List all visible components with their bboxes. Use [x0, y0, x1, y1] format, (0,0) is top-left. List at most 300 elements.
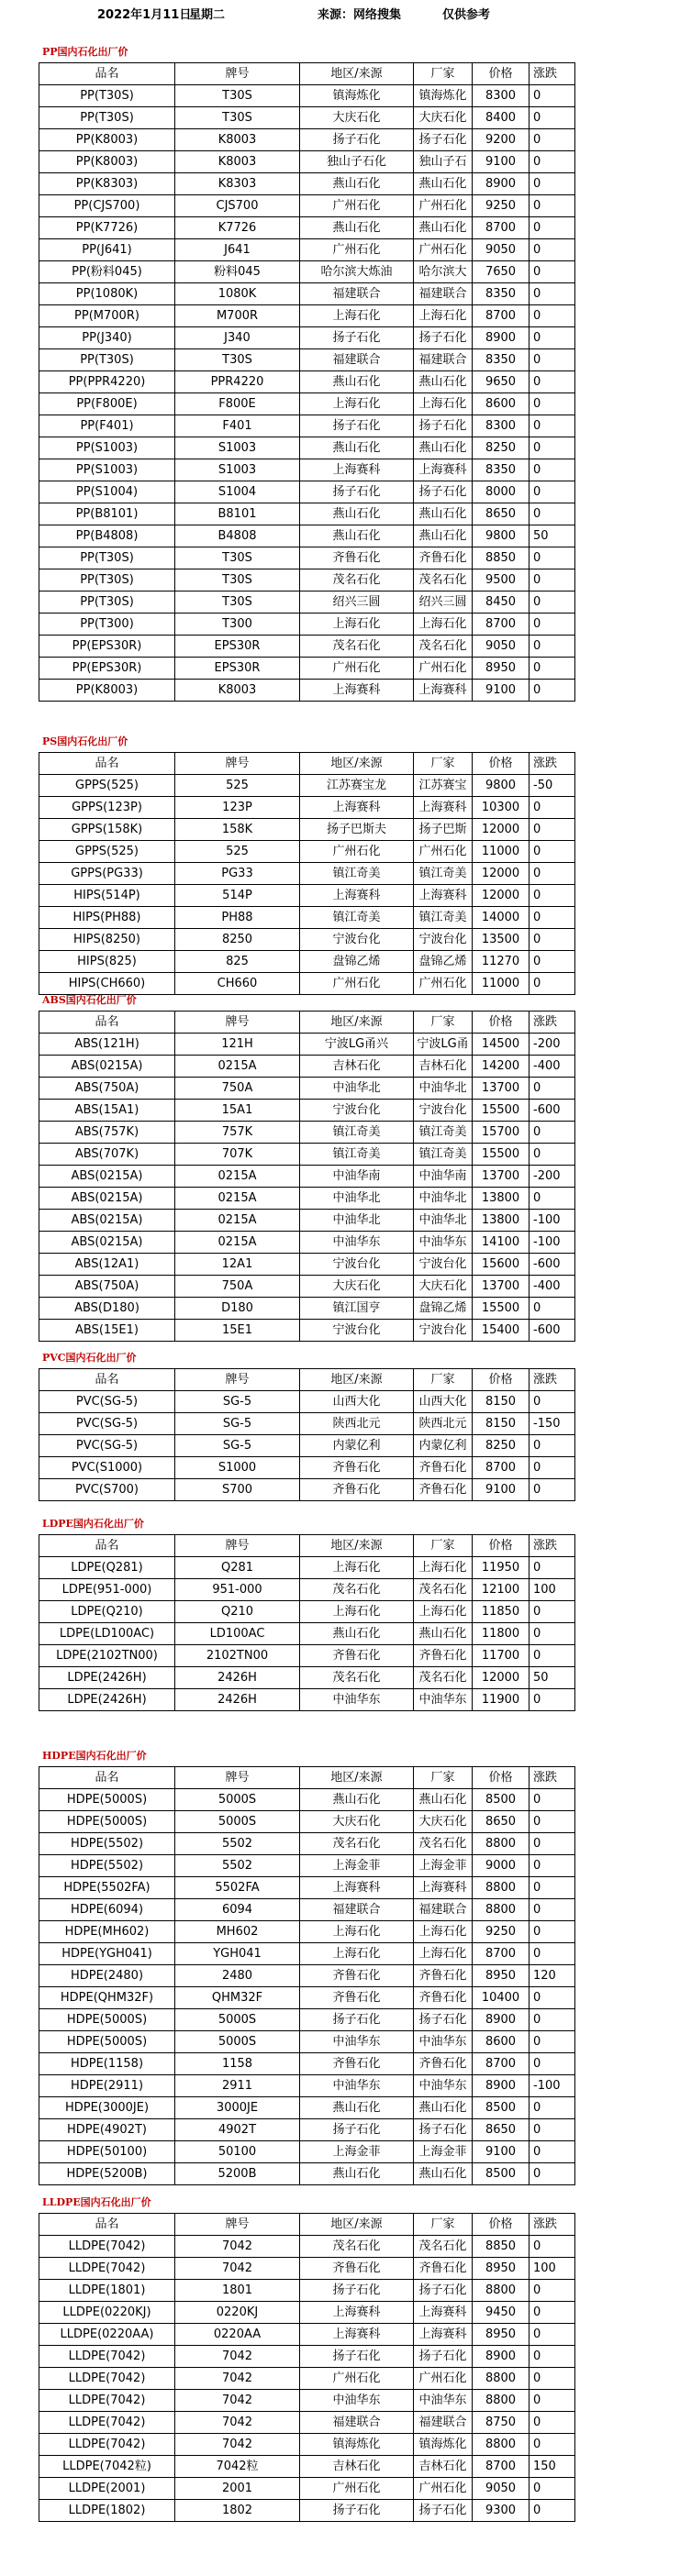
price-section [0, 1516, 680, 1714]
cell-price: 8650 [473, 503, 530, 525]
cell-product-name: PP(K8003) [39, 151, 175, 173]
column-header-change: 涨跌 [530, 63, 575, 85]
cell-manufacturer: 大庆石化 [414, 107, 473, 129]
cell-manufacturer: 镇海炼化 [414, 85, 473, 107]
table-row [39, 1667, 575, 1689]
cell-change: 0 [530, 1479, 575, 1501]
cell-price: 8700 [473, 217, 530, 239]
cell-grade: 2911 [175, 2075, 300, 2097]
cell-change: 0 [530, 1811, 575, 1833]
cell-grade: 粉料045 [175, 261, 300, 283]
cell-manufacturer: 广州石化 [414, 2478, 473, 2500]
cell-region-source: 齐鲁石化 [300, 547, 414, 569]
cell-grade: 7042 [175, 2390, 300, 2412]
price-table [39, 62, 575, 702]
cell-manufacturer: 宁波台化 [414, 1100, 473, 1122]
cell-price: 8950 [473, 658, 530, 680]
cell-change: 0 [530, 1122, 575, 1144]
cell-region-source: 大庆石化 [300, 1276, 414, 1298]
cell-manufacturer: 扬子石化 [414, 2346, 473, 2368]
cell-price: 8700 [473, 2456, 530, 2478]
cell-region-source: 广州石化 [300, 2368, 414, 2390]
cell-grade: 123P [175, 797, 300, 819]
table-row [39, 1921, 575, 1943]
table-header-row [39, 1369, 575, 1391]
table-row [39, 393, 575, 415]
cell-product-name: PP(T300) [39, 614, 175, 636]
cell-region-source: 扬子石化 [300, 2500, 414, 2522]
cell-product-name: PP(CJS700) [39, 195, 175, 217]
cell-manufacturer: 独山子石 [414, 151, 473, 173]
cell-price: 13500 [473, 929, 530, 951]
cell-region-source: 镇江奇美 [300, 1144, 414, 1166]
cell-region-source: 中油华东 [300, 2031, 414, 2053]
cell-manufacturer: 大庆石化 [414, 1276, 473, 1298]
cell-product-name: LDPE(2426H) [39, 1689, 175, 1711]
cell-price: 8800 [473, 1877, 530, 1899]
cell-manufacturer: 广州石化 [414, 2368, 473, 2390]
cell-product-name: HDPE(3000JE) [39, 2097, 175, 2119]
report-date: 2022年1月11日 [97, 8, 192, 22]
table-row [39, 173, 575, 195]
column-header-region-source: 地区/来源 [300, 1369, 414, 1391]
section-title: LDPE国内石化出厂价 [42, 1518, 144, 1530]
table-row [39, 1056, 575, 1078]
cell-grade: 525 [175, 775, 300, 797]
cell-price: 14200 [473, 1056, 530, 1078]
cell-grade: Q281 [175, 1557, 300, 1579]
cell-grade: CH660 [175, 973, 300, 995]
cell-product-name: PP(B8101) [39, 503, 175, 525]
table-row [39, 1166, 575, 1188]
cell-manufacturer: 燕山石化 [414, 1623, 473, 1645]
cell-manufacturer: 陕西北元 [414, 1413, 473, 1435]
cell-manufacturer: 福建联合 [414, 1899, 473, 1921]
cell-price: 12100 [473, 1579, 530, 1601]
cell-grade: 5000S [175, 2031, 300, 2053]
cell-grade: K7726 [175, 217, 300, 239]
cell-change: -600 [530, 1254, 575, 1276]
table-row [39, 1479, 575, 1501]
cell-price: 7650 [473, 261, 530, 283]
section-title: LLDPE国内石化出厂价 [42, 2196, 151, 2208]
cell-product-name: PP(T30S) [39, 547, 175, 569]
column-header-price: 价格 [473, 63, 530, 85]
cell-grade: 15A1 [175, 1100, 300, 1122]
cell-product-name: ABS(0215A) [39, 1056, 175, 1078]
column-header-manufacturer: 厂家 [414, 2214, 473, 2236]
cell-grade: 2001 [175, 2478, 300, 2500]
table-row [39, 1623, 575, 1645]
table-row [39, 1877, 575, 1899]
cell-grade: 7042 [175, 2368, 300, 2390]
cell-change: 0 [530, 261, 575, 283]
cell-region-source: 扬子石化 [300, 415, 414, 437]
column-header-product-name: 品名 [39, 753, 175, 775]
cell-change: 0 [530, 503, 575, 525]
cell-manufacturer: 广州石化 [414, 658, 473, 680]
cell-region-source: 上海赛科 [300, 680, 414, 702]
table-row [39, 797, 575, 819]
cell-product-name: GPPS(525) [39, 841, 175, 863]
cell-region-source: 燕山石化 [300, 1789, 414, 1811]
cell-price: 9450 [473, 2302, 530, 2324]
column-header-grade: 牌号 [175, 63, 300, 85]
cell-product-name: GPPS(525) [39, 775, 175, 797]
column-header-price: 价格 [473, 2214, 530, 2236]
cell-product-name: LLDPE(2001) [39, 2478, 175, 2500]
cell-price: 9100 [473, 1479, 530, 1501]
cell-manufacturer: 上海金菲 [414, 1855, 473, 1877]
cell-manufacturer: 镇江奇美 [414, 863, 473, 885]
cell-change: -600 [530, 1320, 575, 1342]
cell-price: 9200 [473, 129, 530, 151]
column-header-change: 涨跌 [530, 753, 575, 775]
table-row [39, 1833, 575, 1855]
cell-region-source: 燕山石化 [300, 173, 414, 195]
cell-change: 0 [530, 305, 575, 327]
cell-manufacturer: 茂名石化 [414, 636, 473, 658]
column-header-manufacturer: 厂家 [414, 63, 473, 85]
table-row [39, 2478, 575, 2500]
cell-product-name: ABS(0215A) [39, 1188, 175, 1210]
cell-product-name: ABS(0215A) [39, 1210, 175, 1232]
cell-product-name: HDPE(5000S) [39, 2009, 175, 2031]
table-row [39, 217, 575, 239]
cell-region-source: 大庆石化 [300, 1811, 414, 1833]
cell-manufacturer: 福建联合 [414, 2412, 473, 2434]
cell-grade: 951-000 [175, 1579, 300, 1601]
cell-region-source: 上海赛科 [300, 1877, 414, 1899]
table-row [39, 680, 575, 702]
cell-price: 13700 [473, 1276, 530, 1298]
cell-product-name: LLDPE(1802) [39, 2500, 175, 2522]
cell-grade: LD100AC [175, 1623, 300, 1645]
cell-product-name: HDPE(QHM32F) [39, 1987, 175, 2009]
cell-change: 120 [530, 1965, 575, 1987]
cell-grade: 121H [175, 1034, 300, 1056]
cell-grade: PH88 [175, 907, 300, 929]
cell-manufacturer: 上海赛科 [414, 459, 473, 481]
cell-manufacturer: 上海赛科 [414, 797, 473, 819]
cell-grade: 750A [175, 1276, 300, 1298]
cell-grade: K8303 [175, 173, 300, 195]
table-row [39, 305, 575, 327]
cell-region-source: 盘锦乙烯 [300, 951, 414, 973]
table-row [39, 481, 575, 503]
cell-grade: 7042 [175, 2412, 300, 2434]
cell-product-name: PP(S1004) [39, 481, 175, 503]
cell-price: 11800 [473, 1623, 530, 1645]
table-row [39, 1122, 575, 1144]
cell-manufacturer: 齐鲁石化 [414, 2053, 473, 2075]
cell-region-source: 宁波台化 [300, 929, 414, 951]
cell-grade: 5502 [175, 1833, 300, 1855]
cell-price: 8800 [473, 2280, 530, 2302]
cell-grade: 0215A [175, 1232, 300, 1254]
cell-product-name: PP(T30S) [39, 569, 175, 591]
cell-change: 0 [530, 1943, 575, 1965]
table-row [39, 2163, 575, 2185]
cell-change: 0 [530, 1435, 575, 1457]
cell-grade: K8003 [175, 129, 300, 151]
cell-price: 9800 [473, 525, 530, 547]
cell-grade: 1158 [175, 2053, 300, 2075]
cell-price: 11850 [473, 1601, 530, 1623]
cell-grade: Q210 [175, 1601, 300, 1623]
table-row [39, 929, 575, 951]
cell-region-source: 福建联合 [300, 283, 414, 305]
cell-grade: F800E [175, 393, 300, 415]
cell-change: 0 [530, 907, 575, 929]
cell-change: 0 [530, 1188, 575, 1210]
cell-product-name: LDPE(2426H) [39, 1667, 175, 1689]
cell-manufacturer: 上海赛科 [414, 1877, 473, 1899]
cell-manufacturer: 吉林石化 [414, 1056, 473, 1078]
cell-price: 8300 [473, 415, 530, 437]
cell-change: -50 [530, 775, 575, 797]
table-row [39, 569, 575, 591]
cell-change: 0 [530, 1623, 575, 1645]
cell-product-name: HIPS(514P) [39, 885, 175, 907]
cell-product-name: PVC(S1000) [39, 1457, 175, 1479]
cell-price: 9250 [473, 1921, 530, 1943]
cell-product-name: HDPE(5000S) [39, 1789, 175, 1811]
cell-change: 0 [530, 1557, 575, 1579]
table-row [39, 1789, 575, 1811]
cell-product-name: HDPE(6094) [39, 1899, 175, 1921]
table-row [39, 2097, 575, 2119]
cell-grade: PG33 [175, 863, 300, 885]
cell-manufacturer: 齐鲁石化 [414, 1965, 473, 1987]
table-row [39, 2346, 575, 2368]
table-row [39, 1689, 575, 1711]
table-row [39, 415, 575, 437]
column-header-product-name: 品名 [39, 1767, 175, 1789]
column-header-product-name: 品名 [39, 1369, 175, 1391]
column-header-manufacturer: 厂家 [414, 1012, 473, 1034]
cell-manufacturer: 上海石化 [414, 1921, 473, 1943]
cell-region-source: 中油华北 [300, 1078, 414, 1100]
cell-change: 0 [530, 349, 575, 371]
cell-manufacturer: 镇海炼化 [414, 2434, 473, 2456]
table-row [39, 1987, 575, 2009]
cell-region-source: 江苏赛宝龙 [300, 775, 414, 797]
cell-product-name: HDPE(50100) [39, 2141, 175, 2163]
cell-manufacturer: 茂名石化 [414, 1833, 473, 1855]
cell-manufacturer: 上海石化 [414, 305, 473, 327]
cell-grade: 1802 [175, 2500, 300, 2522]
table-row [39, 2302, 575, 2324]
cell-change: 0 [530, 819, 575, 841]
cell-grade: 525 [175, 841, 300, 863]
table-row [39, 1601, 575, 1623]
cell-region-source: 中油华东 [300, 1232, 414, 1254]
cell-region-source: 燕山石化 [300, 503, 414, 525]
cell-manufacturer: 吉林石化 [414, 2456, 473, 2478]
table-row [39, 1298, 575, 1320]
column-header-change: 涨跌 [530, 1535, 575, 1557]
cell-grade: 6094 [175, 1899, 300, 1921]
column-header-region-source: 地区/来源 [300, 63, 414, 85]
cell-region-source: 镇江国亨 [300, 1298, 414, 1320]
cell-change: 0 [530, 951, 575, 973]
cell-region-source: 齐鲁石化 [300, 2258, 414, 2280]
cell-region-source: 上海赛科 [300, 797, 414, 819]
cell-price: 9050 [473, 2478, 530, 2500]
cell-region-source: 燕山石化 [300, 437, 414, 459]
table-row [39, 1034, 575, 1056]
table-row [39, 195, 575, 217]
report-weekday: 星期二 [189, 8, 226, 22]
column-header-change: 涨跌 [530, 2214, 575, 2236]
cell-product-name: HDPE(2911) [39, 2075, 175, 2097]
cell-price: 15500 [473, 1298, 530, 1320]
cell-product-name: ABS(15E1) [39, 1320, 175, 1342]
cell-change: 0 [530, 1877, 575, 1899]
cell-change: 0 [530, 217, 575, 239]
cell-change: 0 [530, 481, 575, 503]
cell-change: 0 [530, 1078, 575, 1100]
price-section [0, 734, 680, 998]
cell-price: 8250 [473, 437, 530, 459]
cell-product-name: PP(T30S) [39, 107, 175, 129]
cell-price: 8350 [473, 349, 530, 371]
cell-price: 8700 [473, 614, 530, 636]
table-row [39, 1188, 575, 1210]
cell-change: 0 [530, 841, 575, 863]
cell-manufacturer: 中油华东 [414, 2031, 473, 2053]
cell-grade: 0220KJ [175, 2302, 300, 2324]
cell-price: 8500 [473, 2163, 530, 2185]
cell-product-name: LLDPE(0220AA) [39, 2324, 175, 2346]
cell-region-source: 上海金菲 [300, 1855, 414, 1877]
cell-grade: 7042 [175, 2236, 300, 2258]
cell-price: 9050 [473, 239, 530, 261]
cell-change: 0 [530, 1144, 575, 1166]
cell-change: -400 [530, 1276, 575, 1298]
cell-change: 0 [530, 1391, 575, 1413]
cell-grade: 50100 [175, 2141, 300, 2163]
table-row [39, 1210, 575, 1232]
cell-product-name: ABS(12A1) [39, 1254, 175, 1276]
cell-manufacturer: 广州石化 [414, 195, 473, 217]
cell-change: 0 [530, 2346, 575, 2368]
cell-change: 0 [530, 929, 575, 951]
cell-region-source: 扬子巴斯夫 [300, 819, 414, 841]
cell-region-source: 上海石化 [300, 1557, 414, 1579]
cell-product-name: PP(J340) [39, 327, 175, 349]
cell-change: -600 [530, 1100, 575, 1122]
cell-change: 50 [530, 525, 575, 547]
cell-product-name: LLDPE(7042) [39, 2346, 175, 2368]
table-row [39, 1645, 575, 1667]
cell-product-name: HDPE(5000S) [39, 2031, 175, 2053]
cell-product-name: HIPS(PH88) [39, 907, 175, 929]
cell-price: 11000 [473, 973, 530, 995]
cell-change: -100 [530, 2075, 575, 2097]
cell-price: 9100 [473, 151, 530, 173]
cell-change: 0 [530, 2434, 575, 2456]
cell-price: 8800 [473, 2368, 530, 2390]
cell-product-name: LLDPE(7042) [39, 2258, 175, 2280]
column-header-region-source: 地区/来源 [300, 2214, 414, 2236]
cell-change: 0 [530, 636, 575, 658]
price-table [39, 2213, 575, 2522]
column-header-manufacturer: 厂家 [414, 1369, 473, 1391]
table-row [39, 819, 575, 841]
cell-region-source: 广州石化 [300, 2478, 414, 2500]
cell-grade: 0220AA [175, 2324, 300, 2346]
cell-region-source: 扬子石化 [300, 327, 414, 349]
cell-region-source: 上海石化 [300, 305, 414, 327]
cell-price: 8800 [473, 2390, 530, 2412]
cell-grade: SG-5 [175, 1435, 300, 1457]
cell-grade: 2426H [175, 1689, 300, 1711]
cell-grade: EPS30R [175, 636, 300, 658]
table-row [39, 1965, 575, 1987]
cell-price: 8000 [473, 481, 530, 503]
cell-grade: PPR4220 [175, 371, 300, 393]
cell-price: 8900 [473, 173, 530, 195]
column-header-grade: 牌号 [175, 1012, 300, 1034]
column-header-manufacturer: 厂家 [414, 1767, 473, 1789]
cell-price: 12000 [473, 885, 530, 907]
cell-manufacturer: 燕山石化 [414, 173, 473, 195]
cell-manufacturer: 茂名石化 [414, 569, 473, 591]
table-row [39, 951, 575, 973]
cell-grade: QHM32F [175, 1987, 300, 2009]
cell-manufacturer: 燕山石化 [414, 437, 473, 459]
cell-price: 8750 [473, 2412, 530, 2434]
cell-grade: 8250 [175, 929, 300, 951]
cell-manufacturer: 上海赛科 [414, 2302, 473, 2324]
table-header-row [39, 1767, 575, 1789]
cell-change: 0 [530, 973, 575, 995]
cell-manufacturer: 中油华北 [414, 1188, 473, 1210]
cell-product-name: HDPE(MH602) [39, 1921, 175, 1943]
cell-price: 9250 [473, 195, 530, 217]
cell-region-source: 镇海炼化 [300, 85, 414, 107]
cell-manufacturer: 扬子石化 [414, 2500, 473, 2522]
cell-grade: 3000JE [175, 2097, 300, 2119]
table-row [39, 525, 575, 547]
cell-manufacturer: 齐鲁石化 [414, 1457, 473, 1479]
cell-product-name: LDPE(2102TN00) [39, 1645, 175, 1667]
cell-region-source: 上海赛科 [300, 2302, 414, 2324]
cell-region-source: 宁波LG甬兴 [300, 1034, 414, 1056]
cell-change: 0 [530, 371, 575, 393]
cell-change: 0 [530, 1833, 575, 1855]
cell-change: 0 [530, 283, 575, 305]
cell-manufacturer: 江苏赛宝 [414, 775, 473, 797]
cell-manufacturer: 广州石化 [414, 973, 473, 995]
cell-grade: 1080K [175, 283, 300, 305]
cell-price: 8500 [473, 1789, 530, 1811]
cell-manufacturer: 上海石化 [414, 614, 473, 636]
cell-grade: 707K [175, 1144, 300, 1166]
column-header-change: 涨跌 [530, 1767, 575, 1789]
cell-change: 100 [530, 1579, 575, 1601]
table-row [39, 1413, 575, 1435]
cell-change: 0 [530, 569, 575, 591]
cell-change: -100 [530, 1210, 575, 1232]
table-row [39, 841, 575, 863]
cell-product-name: PP(S1003) [39, 437, 175, 459]
cell-change: -400 [530, 1056, 575, 1078]
cell-region-source: 茂名石化 [300, 636, 414, 658]
cell-grade: 5000S [175, 1789, 300, 1811]
